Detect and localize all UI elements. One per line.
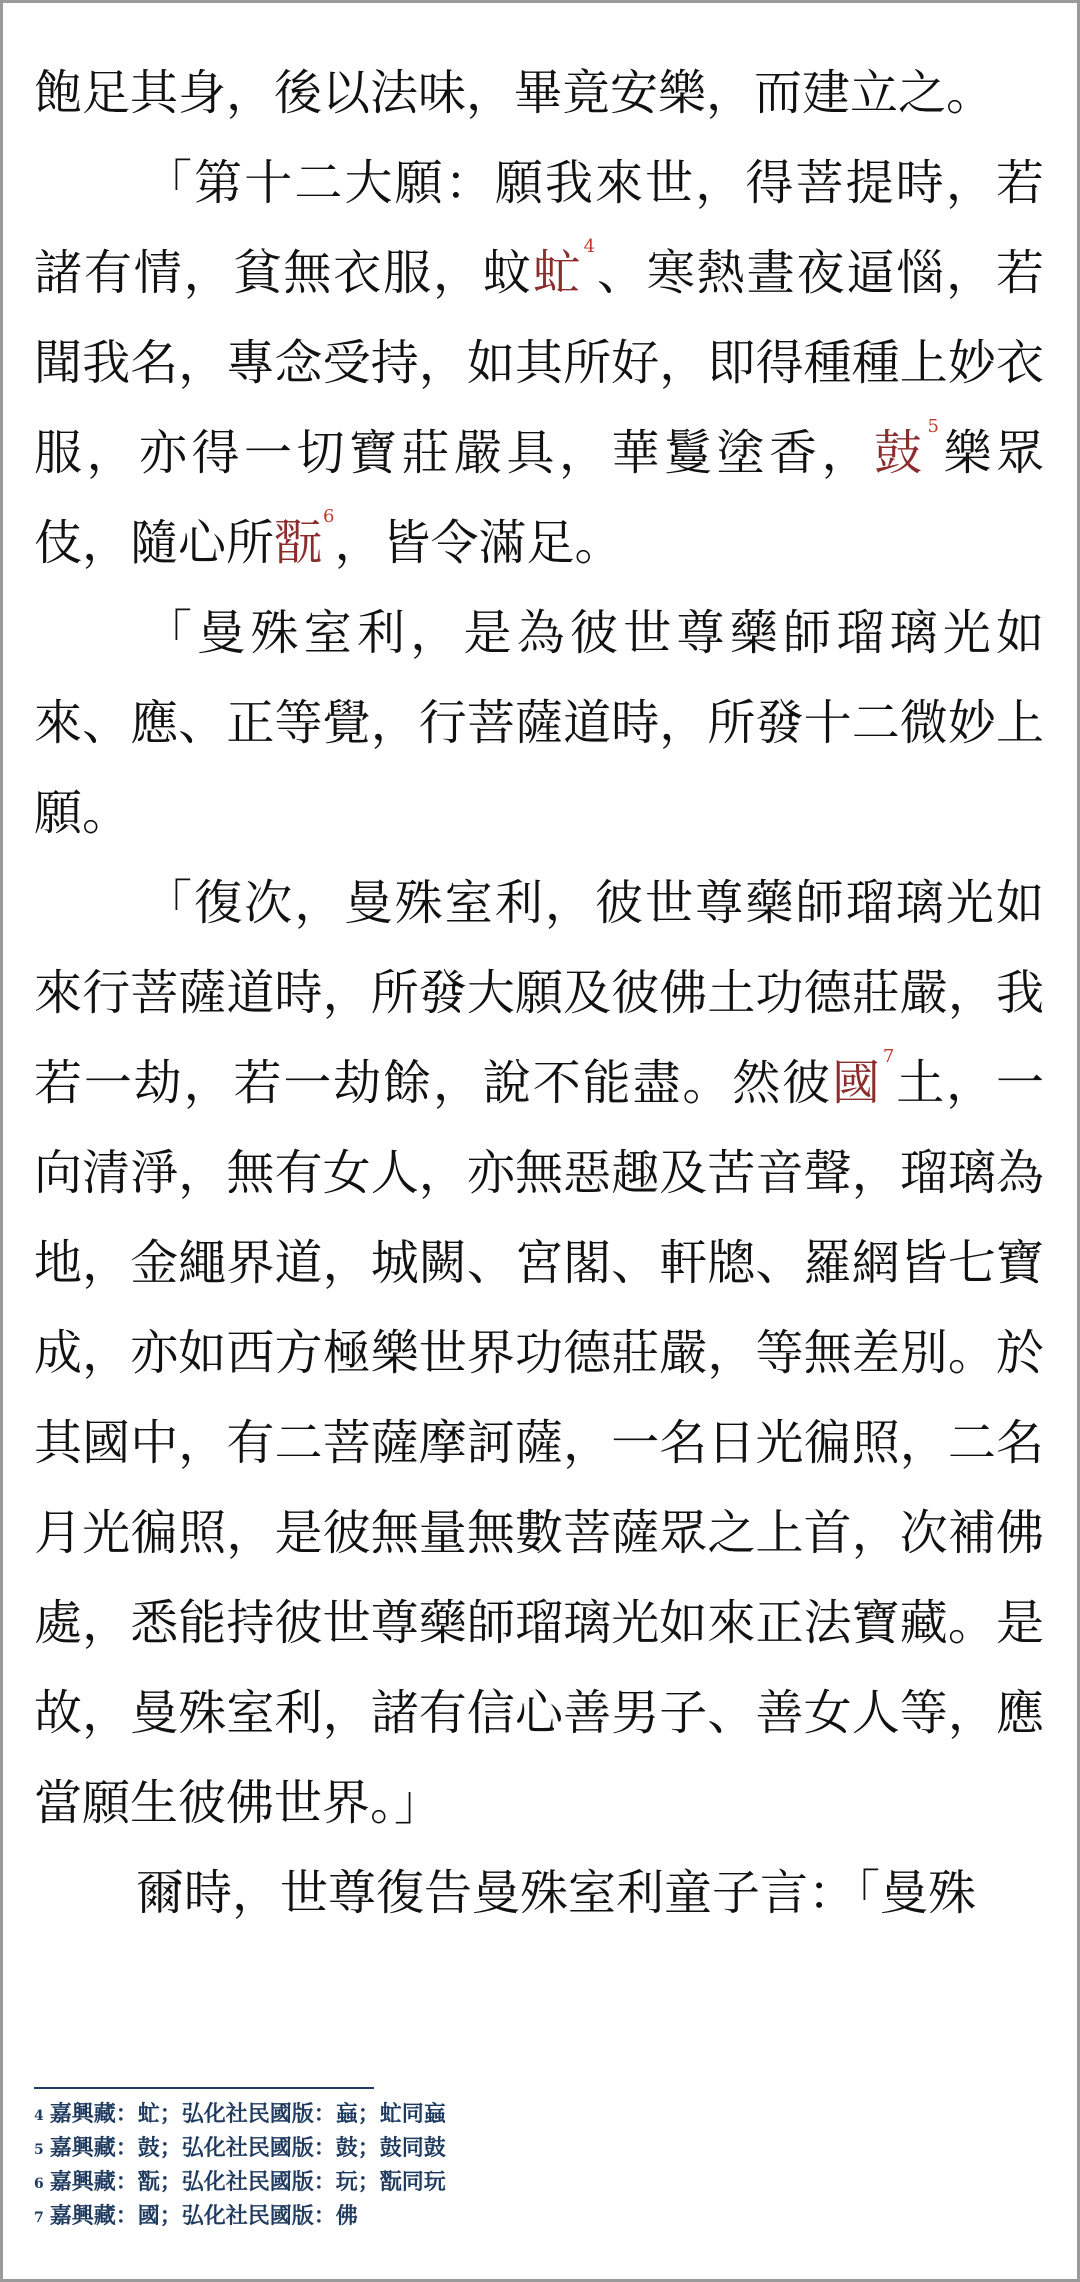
variant-character: 虻 (532, 245, 583, 301)
footnote-item (34, 2199, 1034, 2233)
footnote-marker: 4 (583, 236, 596, 257)
footnote-text: 嘉興藏：鼓；弘化社民國版：鼓；鼓同鼓 (49, 2135, 446, 2161)
footnote-marker: 5 (927, 416, 939, 437)
footnote-marker: 7 (882, 1046, 895, 1067)
footnote-item (34, 2165, 1034, 2199)
text-run: 樂眾伎，隨心所 (34, 425, 1044, 571)
text-run: 「曼殊室利，是為彼世尊藥師瑠璃光如來、應、正等覺，行菩薩道時，所發十二微妙上願。 (34, 605, 1044, 841)
text-run: 「復次，曼殊室利，彼世尊藥師瑠璃光如來行菩薩道時，所發大願及彼佛土功德莊嚴，我若一劫，若一劫餘，說不能盡。然彼 (34, 875, 1044, 1111)
footnote-text: 嘉興藏：翫；弘化社民國版：玩；翫同玩 (49, 2169, 446, 2195)
footnote-number: 6 (34, 2176, 44, 2192)
text-run: ，皆令滿足。 (334, 515, 623, 571)
footnote-item (34, 2131, 1034, 2165)
paragraph-1 (34, 48, 1044, 138)
footnote-marker: 6 (323, 506, 335, 527)
text-run: 土，一向清淨，無有女人，亦無惡趣及苦音聲，瑠璃為地，金繩界道，城闕、宮閣、軒牕、羅網皆七寶成，亦如西方極樂世界功德莊嚴，等無差別。於其國中，有二菩薩摩訶薩，一名日光徧照，二名月光徧照，是彼無量無數菩薩眾之上首，次補佛處，悉能持彼世尊藥師瑠璃光如來正法寶藏。是故，曼殊室利，諸有信心善男子、善女人等，應當願生彼佛世界。」 (34, 1055, 1044, 1831)
text-run: 飽足其身，後以法味，畢竟安樂，而建立之。 (34, 65, 995, 121)
footnote-divider (34, 2087, 374, 2089)
variant-character: 鼓 (874, 425, 927, 481)
text-run: 「第十二大願：願我來世，得菩提時，若諸有情，貧無衣服，蚊 (34, 155, 1044, 301)
footnote-text: 嘉興藏：國；弘化社民國版：佛 (49, 2203, 358, 2229)
footnote-number: 4 (34, 2108, 44, 2124)
variant-character: 國 (832, 1055, 882, 1111)
paragraph-3 (34, 588, 1044, 858)
paragraph-5 (34, 1848, 1044, 1938)
variant-character: 翫 (274, 515, 323, 571)
footnote-text: 嘉興藏：虻；弘化社民國版：蝱；虻同蝱 (49, 2101, 446, 2127)
paragraph-2 (34, 138, 1044, 588)
paragraph-4 (34, 858, 1044, 1848)
footnote-number: 7 (34, 2210, 44, 2226)
text-run: 、寒熱晝夜逼惱，若聞我名，專念受持，如其所好，即得種種上妙衣服，亦得一切寶莊嚴具，華鬘塗香， (34, 245, 1044, 481)
text-run: 爾時，世尊復告曼殊室利童子言：「曼殊 (136, 1865, 977, 1921)
footnotes (34, 2097, 1034, 2233)
sutra-body (34, 48, 1044, 1938)
footnote-item (34, 2097, 1034, 2131)
footnote-number: 5 (34, 2142, 44, 2158)
